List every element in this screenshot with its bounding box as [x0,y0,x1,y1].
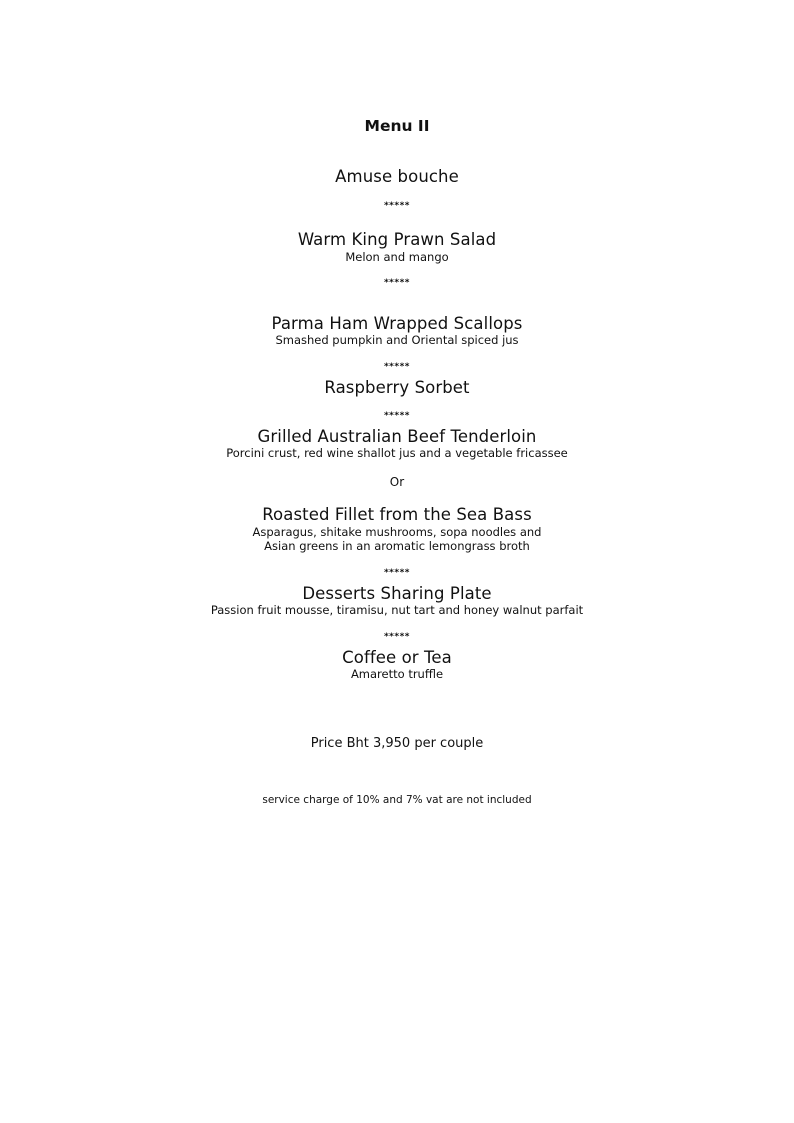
course-amuse-bouche: Amuse bouche [335,167,459,186]
price: Price Bht 3,950 per couple [310,736,484,751]
separator: ***** [383,201,411,211]
course-prawn-salad-desc: Melon and mango [345,250,449,264]
course-desserts: Desserts Sharing Plate [302,584,492,603]
course-scallops-desc: Smashed pumpkin and Oriental spiced jus [275,333,519,347]
course-prawn-salad: Warm King Prawn Salad [297,230,497,249]
separator: ***** [383,568,411,578]
course-coffee-tea: Coffee or Tea [342,648,452,667]
separator: ***** [383,278,411,288]
separator: ***** [383,411,411,421]
separator: ***** [383,362,411,372]
service-charge-note: service charge of 10% and 7% vat are not included [262,794,532,806]
course-sea-bass-desc-2: Asian greens in an aromatic lemongrass broth [264,539,530,553]
separator: ***** [383,632,411,642]
course-sea-bass: Roasted Fillet from the Sea Bass [262,505,532,524]
course-coffee-tea-desc: Amaretto truffle [350,667,444,681]
or-label: Or [389,475,405,489]
course-sorbet: Raspberry Sorbet [324,378,470,397]
course-scallops: Parma Ham Wrapped Scallops [271,314,523,333]
course-beef-tenderloin: Grilled Australian Beef Tenderloin [257,427,537,446]
course-sea-bass-desc-1: Asparagus, shitake mushrooms, sopa noodles and [252,525,542,539]
course-desserts-desc: Passion fruit mousse, tiramisu, nut tart and honey walnut parfait [210,603,584,617]
menu-title: Menu II [364,117,430,135]
course-beef-tenderloin-desc: Porcini crust, red wine shallot jus and a vegetable fricassee [226,446,568,460]
